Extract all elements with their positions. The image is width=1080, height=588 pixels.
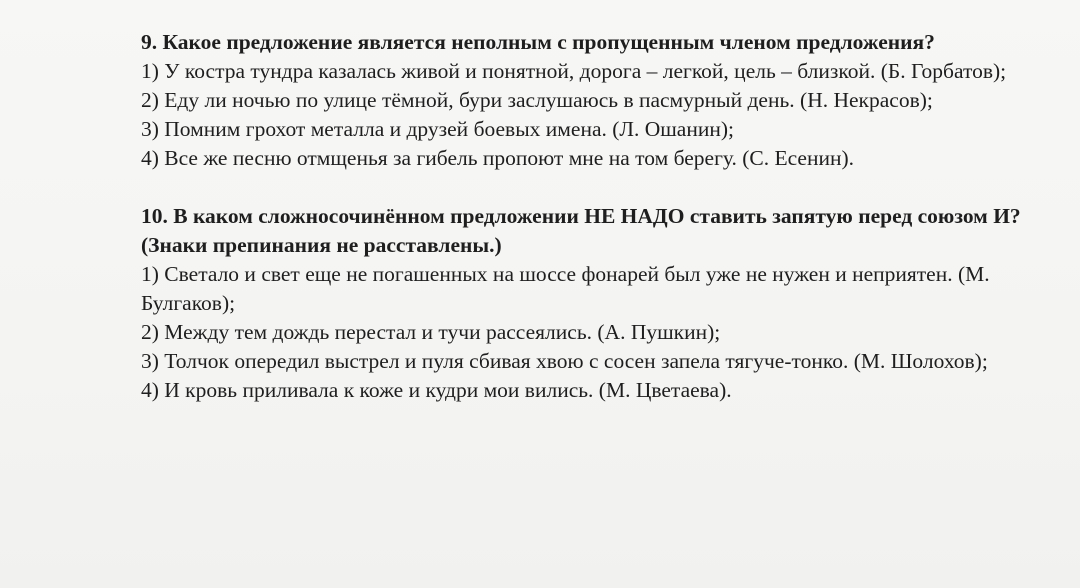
answer-option: 2) Между тем дождь перестал и тучи рассеялись. (А. Пушкин); (141, 320, 721, 344)
question-10 (141, 202, 1041, 405)
answer-option: 1) У костра тундра казалась живой и понятной, дорога – легкой, цель – близкой. (Б. Горбатов); (141, 59, 1007, 83)
answer-option: 3) Помним грохот металла и друзей боевых имена. (Л. Ошанин); (141, 117, 735, 141)
document-content (141, 28, 1041, 405)
answer-option: 2) Еду ли ночью по улице тёмной, бури заслушаюсь в пасмурный день. (Н. Некрасов); (141, 88, 933, 112)
answer-option: 1) Светало и свет еще не погашенных на шоссе фонарей был уже не нужен и неприятен. (М. Булгаков); (141, 262, 990, 315)
question-title: 10. В каком сложносочинённом предложении НЕ НАДО ставить запятую перед союзом И? (Знаки препинания не расставлены.) (141, 204, 1021, 257)
answer-option: 4) И кровь приливала к коже и кудри мои вились. (М. Цветаева). (141, 378, 732, 402)
answer-option: 3) Толчок опередил выстрел и пуля сбивая хвою с сосен запела тягуче-тонко. (М. Шолохов); (141, 349, 988, 373)
answer-option: 4) Все же песню отмщенья за гибель пропоют мне на том берегу. (С. Есенин). (141, 146, 855, 170)
question-9 (141, 28, 1041, 173)
question-title: 9. Какое предложение является неполным с пропущенным членом предложения? (141, 30, 935, 54)
